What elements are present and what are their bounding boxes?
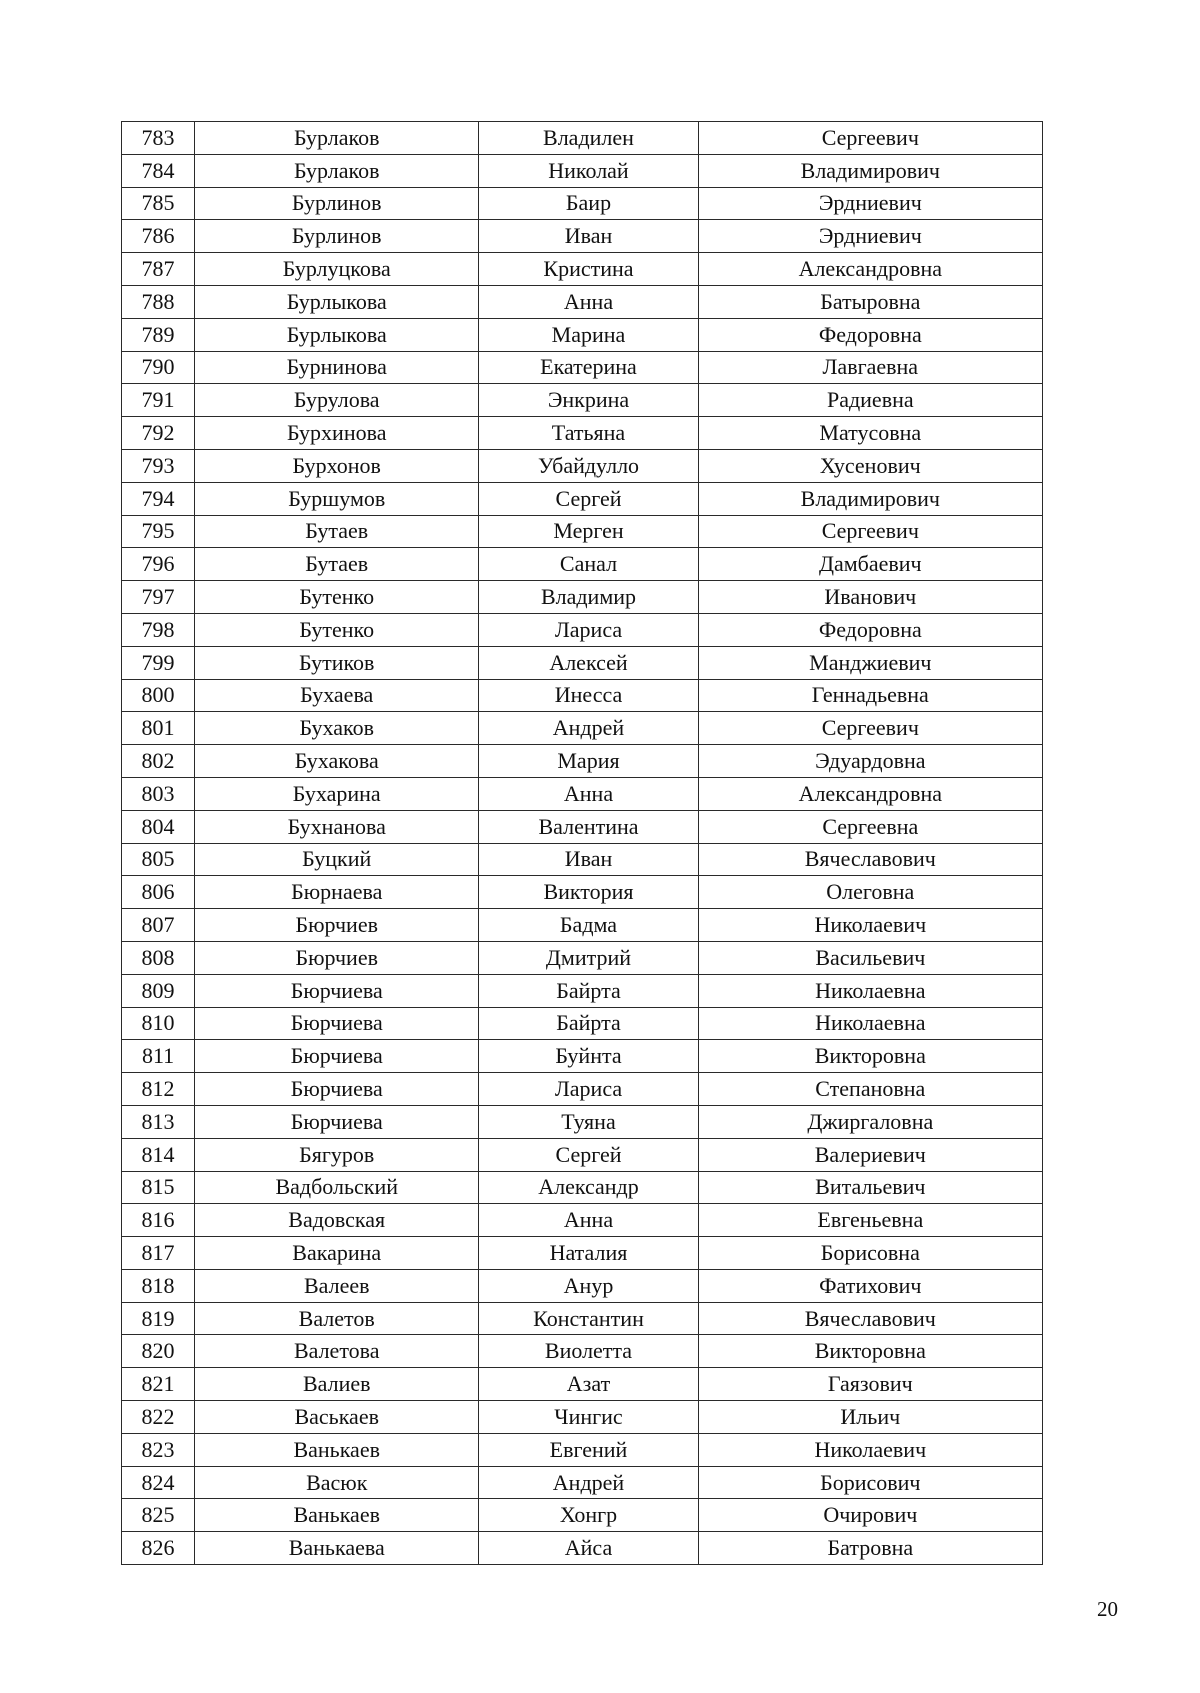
row-number-cell: 794 bbox=[122, 482, 195, 515]
first-name-cell: Николай bbox=[479, 154, 698, 187]
surname-cell: Бухарина bbox=[195, 777, 479, 810]
patronymic-cell: Владимирович bbox=[698, 154, 1042, 187]
table-row bbox=[122, 1040, 1043, 1073]
patronymic-cell: Иванович bbox=[698, 581, 1042, 614]
patronymic-cell: Викторовна bbox=[698, 1040, 1042, 1073]
surname-cell: Бюрчиев bbox=[195, 941, 479, 974]
first-name-cell: Наталия bbox=[479, 1237, 698, 1270]
first-name-cell: Убайдулло bbox=[479, 449, 698, 482]
row-number-cell: 809 bbox=[122, 974, 195, 1007]
surname-cell: Бухнанова bbox=[195, 810, 479, 843]
table-row bbox=[122, 1532, 1043, 1565]
surname-cell: Вадовская bbox=[195, 1204, 479, 1237]
patronymic-cell: Александровна bbox=[698, 777, 1042, 810]
row-number-cell: 799 bbox=[122, 646, 195, 679]
patronymic-cell: Сергеевич bbox=[698, 122, 1042, 155]
surname-cell: Бутаев bbox=[195, 548, 479, 581]
surname-cell: Бурлаков bbox=[195, 122, 479, 155]
first-name-cell: Туяна bbox=[479, 1105, 698, 1138]
patronymic-cell: Лавгаевна bbox=[698, 351, 1042, 384]
patronymic-cell: Олеговна bbox=[698, 876, 1042, 909]
surname-cell: Бутенко bbox=[195, 613, 479, 646]
first-name-cell: Байрта bbox=[479, 974, 698, 1007]
table-row bbox=[122, 122, 1043, 155]
table-row bbox=[122, 1269, 1043, 1302]
first-name-cell: Александр bbox=[479, 1171, 698, 1204]
table-row bbox=[122, 1138, 1043, 1171]
surname-cell: Бурхинова bbox=[195, 417, 479, 450]
row-number-cell: 784 bbox=[122, 154, 195, 187]
table-row bbox=[122, 187, 1043, 220]
patronymic-cell: Николаевич bbox=[698, 1433, 1042, 1466]
patronymic-cell: Федоровна bbox=[698, 613, 1042, 646]
surname-cell: Бурхонов bbox=[195, 449, 479, 482]
row-number-cell: 824 bbox=[122, 1466, 195, 1499]
table-row bbox=[122, 613, 1043, 646]
row-number-cell: 826 bbox=[122, 1532, 195, 1565]
patronymic-cell: Радиевна bbox=[698, 384, 1042, 417]
table-row bbox=[122, 285, 1043, 318]
row-number-cell: 804 bbox=[122, 810, 195, 843]
surname-cell: Бюрнаева bbox=[195, 876, 479, 909]
surname-cell: Бюрчиева bbox=[195, 1040, 479, 1073]
first-name-cell: Мария bbox=[479, 745, 698, 778]
patronymic-cell: Ильич bbox=[698, 1401, 1042, 1434]
surname-cell: Васюк bbox=[195, 1466, 479, 1499]
surname-cell: Бутиков bbox=[195, 646, 479, 679]
page-number: 20 bbox=[1097, 1597, 1118, 1621]
table-row bbox=[122, 810, 1043, 843]
patronymic-cell: Манджиевич bbox=[698, 646, 1042, 679]
patronymic-cell: Очирович bbox=[698, 1499, 1042, 1532]
table-row bbox=[122, 548, 1043, 581]
row-number-cell: 810 bbox=[122, 1007, 195, 1040]
table-row bbox=[122, 909, 1043, 942]
surname-cell: Валетова bbox=[195, 1335, 479, 1368]
first-name-cell: Сергей bbox=[479, 482, 698, 515]
patronymic-cell: Владимирович bbox=[698, 482, 1042, 515]
patronymic-cell: Хусенович bbox=[698, 449, 1042, 482]
surname-cell: Бурлуцкова bbox=[195, 253, 479, 286]
row-number-cell: 801 bbox=[122, 712, 195, 745]
row-number-cell: 822 bbox=[122, 1401, 195, 1434]
first-name-cell: Татьяна bbox=[479, 417, 698, 450]
surname-cell: Бюрчиева bbox=[195, 1073, 479, 1106]
table-row bbox=[122, 1499, 1043, 1532]
row-number-cell: 825 bbox=[122, 1499, 195, 1532]
table-row bbox=[122, 515, 1043, 548]
patronymic-cell: Джиргаловна bbox=[698, 1105, 1042, 1138]
table-row bbox=[122, 253, 1043, 286]
first-name-cell: Сергей bbox=[479, 1138, 698, 1171]
surname-cell: Бурлыкова bbox=[195, 318, 479, 351]
table-row bbox=[122, 974, 1043, 1007]
row-number-cell: 790 bbox=[122, 351, 195, 384]
names-table bbox=[121, 121, 1043, 1565]
surname-cell: Бягуров bbox=[195, 1138, 479, 1171]
surname-cell: Валеев bbox=[195, 1269, 479, 1302]
patronymic-cell: Эдуардовна bbox=[698, 745, 1042, 778]
patronymic-cell: Витальевич bbox=[698, 1171, 1042, 1204]
surname-cell: Бурлинов bbox=[195, 187, 479, 220]
first-name-cell: Анна bbox=[479, 1204, 698, 1237]
row-number-cell: 820 bbox=[122, 1335, 195, 1368]
table-row bbox=[122, 417, 1043, 450]
table-row bbox=[122, 1171, 1043, 1204]
first-name-cell: Марина bbox=[479, 318, 698, 351]
row-number-cell: 813 bbox=[122, 1105, 195, 1138]
first-name-cell: Алексей bbox=[479, 646, 698, 679]
surname-cell: Бухакова bbox=[195, 745, 479, 778]
table-row bbox=[122, 941, 1043, 974]
first-name-cell: Валентина bbox=[479, 810, 698, 843]
row-number-cell: 823 bbox=[122, 1433, 195, 1466]
row-number-cell: 805 bbox=[122, 843, 195, 876]
table-row bbox=[122, 1105, 1043, 1138]
surname-cell: Вадбольский bbox=[195, 1171, 479, 1204]
patronymic-cell: Николаевич bbox=[698, 909, 1042, 942]
row-number-cell: 819 bbox=[122, 1302, 195, 1335]
surname-cell: Валетов bbox=[195, 1302, 479, 1335]
first-name-cell: Константин bbox=[479, 1302, 698, 1335]
surname-cell: Валиев bbox=[195, 1368, 479, 1401]
first-name-cell: Андрей bbox=[479, 712, 698, 745]
first-name-cell: Евгений bbox=[479, 1433, 698, 1466]
patronymic-cell: Викторовна bbox=[698, 1335, 1042, 1368]
table-row bbox=[122, 220, 1043, 253]
table-row bbox=[122, 384, 1043, 417]
table-row bbox=[122, 581, 1043, 614]
patronymic-cell: Александровна bbox=[698, 253, 1042, 286]
table-row bbox=[122, 843, 1043, 876]
first-name-cell: Кристина bbox=[479, 253, 698, 286]
surname-cell: Бурлыкова bbox=[195, 285, 479, 318]
surname-cell: Бурлинов bbox=[195, 220, 479, 253]
table-row bbox=[122, 1237, 1043, 1270]
surname-cell: Буршумов bbox=[195, 482, 479, 515]
patronymic-cell: Эрдниевич bbox=[698, 187, 1042, 220]
row-number-cell: 783 bbox=[122, 122, 195, 155]
table-row bbox=[122, 1466, 1043, 1499]
surname-cell: Вакарина bbox=[195, 1237, 479, 1270]
first-name-cell: Буйнта bbox=[479, 1040, 698, 1073]
surname-cell: Бюрчиева bbox=[195, 1105, 479, 1138]
row-number-cell: 789 bbox=[122, 318, 195, 351]
surname-cell: Бюрчиева bbox=[195, 1007, 479, 1040]
first-name-cell: Дмитрий bbox=[479, 941, 698, 974]
patronymic-cell: Сергеевич bbox=[698, 712, 1042, 745]
first-name-cell: Энкрина bbox=[479, 384, 698, 417]
first-name-cell: Инесса bbox=[479, 679, 698, 712]
patronymic-cell: Сергеевна bbox=[698, 810, 1042, 843]
patronymic-cell: Батыровна bbox=[698, 285, 1042, 318]
patronymic-cell: Николаевна bbox=[698, 974, 1042, 1007]
patronymic-cell: Геннадьевна bbox=[698, 679, 1042, 712]
surname-cell: Васькаев bbox=[195, 1401, 479, 1434]
first-name-cell: Лариса bbox=[479, 613, 698, 646]
patronymic-cell: Батровна bbox=[698, 1532, 1042, 1565]
row-number-cell: 812 bbox=[122, 1073, 195, 1106]
table-row bbox=[122, 1335, 1043, 1368]
surname-cell: Бухаков bbox=[195, 712, 479, 745]
row-number-cell: 818 bbox=[122, 1269, 195, 1302]
patronymic-cell: Гаязович bbox=[698, 1368, 1042, 1401]
patronymic-cell: Вячеславович bbox=[698, 1302, 1042, 1335]
table-row bbox=[122, 482, 1043, 515]
row-number-cell: 800 bbox=[122, 679, 195, 712]
first-name-cell: Анна bbox=[479, 777, 698, 810]
first-name-cell: Азат bbox=[479, 1368, 698, 1401]
surname-cell: Бурулова bbox=[195, 384, 479, 417]
first-name-cell: Екатерина bbox=[479, 351, 698, 384]
patronymic-cell: Валериевич bbox=[698, 1138, 1042, 1171]
patronymic-cell: Дамбаевич bbox=[698, 548, 1042, 581]
first-name-cell: Виолетта bbox=[479, 1335, 698, 1368]
first-name-cell: Баир bbox=[479, 187, 698, 220]
first-name-cell: Владимир bbox=[479, 581, 698, 614]
first-name-cell: Хонгр bbox=[479, 1499, 698, 1532]
table-row bbox=[122, 154, 1043, 187]
row-number-cell: 817 bbox=[122, 1237, 195, 1270]
row-number-cell: 821 bbox=[122, 1368, 195, 1401]
surname-cell: Ванькаева bbox=[195, 1532, 479, 1565]
patronymic-cell: Фатихович bbox=[698, 1269, 1042, 1302]
table-row bbox=[122, 712, 1043, 745]
table-row bbox=[122, 1368, 1043, 1401]
first-name-cell: Санал bbox=[479, 548, 698, 581]
first-name-cell: Бадма bbox=[479, 909, 698, 942]
patronymic-cell: Евгеньевна bbox=[698, 1204, 1042, 1237]
surname-cell: Ванькаев bbox=[195, 1499, 479, 1532]
first-name-cell: Анна bbox=[479, 285, 698, 318]
first-name-cell: Лариса bbox=[479, 1073, 698, 1106]
patronymic-cell: Николаевна bbox=[698, 1007, 1042, 1040]
table-row bbox=[122, 679, 1043, 712]
table-row bbox=[122, 1073, 1043, 1106]
first-name-cell: Виктория bbox=[479, 876, 698, 909]
surname-cell: Бутенко bbox=[195, 581, 479, 614]
patronymic-cell: Эрдниевич bbox=[698, 220, 1042, 253]
patronymic-cell: Борисовна bbox=[698, 1237, 1042, 1270]
row-number-cell: 815 bbox=[122, 1171, 195, 1204]
surname-cell: Бюрчиева bbox=[195, 974, 479, 1007]
surname-cell: Бурлаков bbox=[195, 154, 479, 187]
row-number-cell: 797 bbox=[122, 581, 195, 614]
row-number-cell: 814 bbox=[122, 1138, 195, 1171]
row-number-cell: 792 bbox=[122, 417, 195, 450]
surname-cell: Бурнинова bbox=[195, 351, 479, 384]
first-name-cell: Андрей bbox=[479, 1466, 698, 1499]
surname-cell: Ванькаев bbox=[195, 1433, 479, 1466]
table-row bbox=[122, 351, 1043, 384]
first-name-cell: Анур bbox=[479, 1269, 698, 1302]
table-row bbox=[122, 1007, 1043, 1040]
first-name-cell: Чингис bbox=[479, 1401, 698, 1434]
row-number-cell: 798 bbox=[122, 613, 195, 646]
table-row bbox=[122, 876, 1043, 909]
table-row bbox=[122, 1401, 1043, 1434]
patronymic-cell: Васильевич bbox=[698, 941, 1042, 974]
row-number-cell: 785 bbox=[122, 187, 195, 220]
surname-cell: Бутаев bbox=[195, 515, 479, 548]
patronymic-cell: Матусовна bbox=[698, 417, 1042, 450]
first-name-cell: Владилен bbox=[479, 122, 698, 155]
row-number-cell: 816 bbox=[122, 1204, 195, 1237]
row-number-cell: 806 bbox=[122, 876, 195, 909]
row-number-cell: 787 bbox=[122, 253, 195, 286]
first-name-cell: Иван bbox=[479, 220, 698, 253]
first-name-cell: Айса bbox=[479, 1532, 698, 1565]
row-number-cell: 808 bbox=[122, 941, 195, 974]
row-number-cell: 802 bbox=[122, 745, 195, 778]
row-number-cell: 811 bbox=[122, 1040, 195, 1073]
table-row bbox=[122, 1302, 1043, 1335]
table-row bbox=[122, 1204, 1043, 1237]
surname-cell: Бухаева bbox=[195, 679, 479, 712]
row-number-cell: 786 bbox=[122, 220, 195, 253]
first-name-cell: Иван bbox=[479, 843, 698, 876]
patronymic-cell: Борисович bbox=[698, 1466, 1042, 1499]
table-row bbox=[122, 646, 1043, 679]
row-number-cell: 796 bbox=[122, 548, 195, 581]
table-row bbox=[122, 1433, 1043, 1466]
surname-cell: Бюрчиев bbox=[195, 909, 479, 942]
row-number-cell: 807 bbox=[122, 909, 195, 942]
surname-cell: Буцкий bbox=[195, 843, 479, 876]
row-number-cell: 793 bbox=[122, 449, 195, 482]
table-row bbox=[122, 745, 1043, 778]
first-name-cell: Байрта bbox=[479, 1007, 698, 1040]
patronymic-cell: Степановна bbox=[698, 1073, 1042, 1106]
table-row bbox=[122, 318, 1043, 351]
first-name-cell: Мерген bbox=[479, 515, 698, 548]
patronymic-cell: Вячеславович bbox=[698, 843, 1042, 876]
row-number-cell: 788 bbox=[122, 285, 195, 318]
patronymic-cell: Сергеевич bbox=[698, 515, 1042, 548]
row-number-cell: 795 bbox=[122, 515, 195, 548]
names-table-body bbox=[122, 122, 1043, 1565]
row-number-cell: 803 bbox=[122, 777, 195, 810]
row-number-cell: 791 bbox=[122, 384, 195, 417]
table-row bbox=[122, 777, 1043, 810]
patronymic-cell: Федоровна bbox=[698, 318, 1042, 351]
table-row bbox=[122, 449, 1043, 482]
